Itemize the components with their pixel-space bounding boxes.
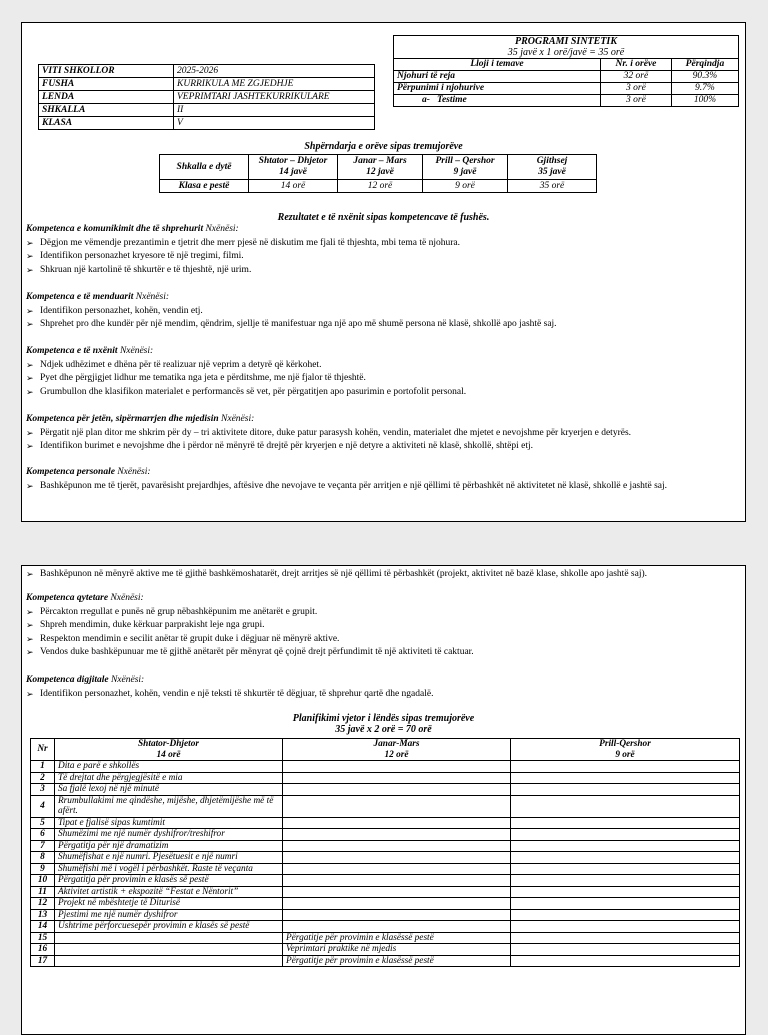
table-row [31, 829, 740, 841]
list-item: ➢ Dëgjon me vëmendje prezantimin e tjetrit dhe merr pjesë në diskutim me fjali të thjeshta, mbi tema të njohura. [26, 237, 737, 251]
plan-cell-term3 [511, 898, 740, 910]
table-row [31, 840, 740, 852]
list-item: ➢ Bashkëpunon në mënyrë aktive me të gjithë bashkëmoshatarët, drejt arritjes së një qëllimi të përbashkët (projekt, aktivitet në bazë klase, shkolle apo jashtë saj). [26, 568, 737, 582]
plan-row-number: 12 [31, 898, 55, 910]
table-row [31, 795, 740, 817]
table-row [31, 944, 740, 956]
info-label: SHKALLA [39, 104, 174, 117]
plan-row-number: 1 [31, 761, 55, 773]
info-value: 2025-2026 [174, 65, 375, 78]
program-subtitle: 35 javë x 1 orë/javë = 35 orë [507, 47, 625, 58]
competence-subject: Nxënësi: [117, 467, 151, 477]
list-item: ➢ Identifikon personazhet kryesore të një tregimi, filmi. [26, 250, 737, 264]
table-row [31, 886, 740, 898]
competence-block [26, 674, 737, 701]
competence-subject: Nxënësi: [119, 346, 154, 356]
table-row [31, 932, 740, 944]
plan-cell-term2 [283, 852, 511, 864]
competence-subject: Nxënësi: [221, 414, 255, 424]
program-row-percent: 100% [671, 95, 738, 107]
plan-cell-term3 [511, 921, 740, 933]
plan-cell-term1: Tipat e fjalisë sipas kumtimit [55, 817, 283, 829]
competence-heading [26, 592, 737, 606]
program-row [394, 71, 738, 83]
plan-cell-term1: Pjestimi me një numër dyshifror [55, 909, 283, 921]
plan-cell-term2 [283, 886, 511, 898]
info-row [39, 91, 375, 104]
info-row [39, 78, 375, 91]
distribution-cell: 14 orë [249, 180, 338, 193]
list-item: ➢ Shkruan një kartolinë të shkurtër e të thjeshtë, një urim. [26, 264, 737, 278]
plan-cell-term3 [511, 944, 740, 956]
plan-cell-term2 [283, 784, 511, 796]
plan-header-term: Shtator-Dhjetor 14 orë [55, 739, 283, 761]
plan-cell-term3 [511, 784, 740, 796]
table-row [31, 852, 740, 864]
plan-cell-term1: Rrumbullakimi me qindëshe, mijëshe, dhjetëmijëshe më të afërt. [55, 795, 283, 817]
plan-cell-term2 [283, 795, 511, 817]
list-item: ➢ Respekton mendimin e secilit anëtar të grupit duke i dëgjuar në mënyrë aktive. [26, 633, 737, 647]
results-title: Rezultatet e të nxënit sipas kompetencave të fushës. [277, 212, 490, 223]
plan-row-number: 7 [31, 840, 55, 852]
plan-cell-term3 [511, 840, 740, 852]
distribution-cell: 12 orë [338, 180, 423, 193]
plan-cell-term2 [283, 772, 511, 784]
plan-cell-term1: Përgatitja për një dramatizim [55, 840, 283, 852]
list-item: ➢ Grumbullon dhe klasifikon materialet e performancës së vet, për përgatitjen apo pasurimin e portofolit personal. [26, 386, 737, 400]
info-row [39, 104, 375, 117]
list-item: ➢ Ndjek udhëzimet e dhëna për të realizuar një veprim a detyrë që kërkohet. [26, 359, 737, 373]
plan-row-number: 2 [31, 772, 55, 784]
plan-cell-term2: Përgatitje për provimin e klasëssë pestë [283, 932, 511, 944]
plan-cell-term3 [511, 761, 740, 773]
plan-cell-term3 [511, 795, 740, 817]
competence-subject: Nxënësi: [110, 675, 145, 685]
plan-cell-term1: Sa fjalë lexoj në një minutë [55, 784, 283, 796]
plan-row-number: 6 [31, 829, 55, 841]
program-synthetic-box [393, 35, 739, 107]
plan-cell-term1 [55, 944, 283, 956]
table-row [31, 898, 740, 910]
plan-cell-term1: Shumëfishi më i vogël i përbashkët. Raste të veçanta [55, 863, 283, 875]
plan-row-number: 13 [31, 909, 55, 921]
plan-row-number: 4 [31, 795, 55, 817]
competence-block [26, 592, 737, 660]
competence-heading [26, 223, 737, 237]
info-row [39, 117, 375, 130]
competence-block [26, 291, 737, 332]
info-value: V [174, 117, 375, 130]
table-row [31, 761, 740, 773]
competence-list [26, 237, 737, 278]
program-row-hours: 3 orë [601, 95, 672, 107]
plan-cell-term1 [55, 955, 283, 967]
plan-cell-term2: Veprimtari praktike në mjedis [283, 944, 511, 956]
plan-cell-term3 [511, 932, 740, 944]
info-row [39, 65, 375, 78]
competence-list [26, 359, 737, 400]
competence-title: Kompetenca e të menduarit [26, 292, 134, 302]
competence-title: Kompetenca për jetën, sipërmarrjen dhe mjedisin [26, 414, 219, 424]
plan-cell-term2 [283, 875, 511, 887]
competence-block [26, 413, 737, 454]
competence-title: Kompetenca e komunikimit dhe të shprehurit [26, 224, 204, 234]
program-header-hours: Nr. i orëve [601, 59, 672, 71]
competence-subject: Nxënësi: [110, 593, 144, 603]
program-table [394, 58, 738, 106]
info-value: II [174, 104, 375, 117]
annual-plan-table [30, 738, 740, 967]
list-item: ➢ Identifikon burimet e nevojshme dhe i përdor në mënyrë të drejtë për kryerjen e një detyre a aktiviteti në klasë, shkollë, shtëpi etj. [26, 440, 737, 454]
plan-row-number: 5 [31, 817, 55, 829]
plan-cell-term1: Përgatitja për provimin e klasës së pestë [55, 875, 283, 887]
plan-row-number: 14 [31, 921, 55, 933]
plan-cell-term1: Ushtrime përforcuesepër provimin e klasës së pestë [55, 921, 283, 933]
distribution-row-label: Klasa e pestë [160, 180, 249, 193]
plan-cell-term3 [511, 772, 740, 784]
table-row [31, 909, 740, 921]
program-header-percent: Përqindja [671, 59, 738, 71]
plan-header-term: Prill-Qershor 9 orë [511, 739, 740, 761]
list-item: ➢ Vendos duke bashkëpunuar me të gjithë anëtarët për mënyrat që çojnë drejt përfundimit të një aktiviteti të caktuar. [26, 646, 737, 660]
plan-cell-term3 [511, 909, 740, 921]
plan-cell-term3 [511, 817, 740, 829]
plan-cell-term1: Projekt në mbështetje të Diturisë [55, 898, 283, 910]
plan-row-number: 15 [31, 932, 55, 944]
plan-cell-term2 [283, 863, 511, 875]
program-row [394, 95, 738, 107]
program-row-percent: 9.7% [671, 83, 738, 95]
competence-list [26, 606, 737, 660]
plan-cell-term2 [283, 829, 511, 841]
plan-table-body [31, 761, 740, 967]
plan-cell-term3 [511, 886, 740, 898]
distribution-col-header: Shtator – Dhjetor 14 javë [249, 155, 338, 180]
plan-row-number: 3 [31, 784, 55, 796]
table-row [31, 921, 740, 933]
program-title: PROGRAMI SINTETIK [515, 36, 617, 47]
list-item: ➢ Shprehet pro dhe kundër për një mendim, qëndrim, sjellje të manifestuar nga një apo më shumë persona në klasë, shkollë apo jashtë saj. [26, 318, 737, 332]
program-header-topic: Lloji i temave [394, 59, 601, 71]
distribution-col-header: Gjithsej 35 javë [508, 155, 597, 180]
competence-heading [26, 674, 737, 688]
plan-cell-term2 [283, 761, 511, 773]
list-item: ➢ Përgatit një plan ditor me shkrim për dy – tri aktivitete ditore, duke patur parasysh kohën, vendin, materialet dhe mjetet e nevojshme për kryerjen e detyrës. [26, 427, 737, 441]
info-label: VITI SHKOLLOR [39, 65, 174, 78]
plan-cell-term2 [283, 840, 511, 852]
plan-cell-term2 [283, 909, 511, 921]
plan-cell-term2 [283, 817, 511, 829]
plan-cell-term3 [511, 955, 740, 967]
table-row [31, 772, 740, 784]
document-page-1 [21, 22, 746, 522]
plan-cell-term1: Të drejtat dhe përgjegjësitë e mia [55, 772, 283, 784]
table-row [31, 863, 740, 875]
competence-list [26, 427, 737, 454]
list-item: ➢ Bashkëpunon me të tjerët, pavarësisht prejardhjes, aftësive dhe nevojave te veçanta për arritjen e një qëllimi të përbashkët në aktivitetet në klasë, shkollë e jashtë saj. [26, 480, 737, 494]
table-row [31, 817, 740, 829]
plan-cell-term1 [55, 932, 283, 944]
distribution-col-header: Prill – Qershor 9 javë [423, 155, 508, 180]
competence-heading [26, 291, 737, 305]
competence-block [26, 223, 737, 277]
info-label: FUSHA [39, 78, 174, 91]
program-header-row [394, 59, 738, 71]
program-row-topic: Përpunimi i njohurive [394, 83, 601, 95]
plan-cell-term1: Shumëfishat e një numri. Pjesëtuesit e një numri [55, 852, 283, 864]
plan-header-row [31, 739, 740, 761]
competence-title: Kompetenca personale [26, 467, 115, 477]
info-label: KLASA [39, 117, 174, 130]
plan-row-number: 9 [31, 863, 55, 875]
plan-title-text: Planifikimi vjetor i lëndës sipas tremujorëve [292, 713, 475, 724]
distribution-header-row [160, 155, 597, 180]
competence-title: Kompetenca e të nxënit [26, 346, 118, 356]
plan-cell-term2 [283, 898, 511, 910]
plan-cell-term3 [511, 829, 740, 841]
list-item: ➢ Përcakton rregullat e punës në grup nëbashkëpunim me anëtarët e grupit. [26, 606, 737, 620]
plan-cell-term3 [511, 875, 740, 887]
plan-header-term: Janar-Mars 12 orë [283, 739, 511, 761]
competence-heading [26, 413, 737, 427]
competence-block [26, 345, 737, 399]
plan-title [22, 713, 745, 735]
distribution-title: Shpërndarja e orëve sipas tremujorëve [304, 141, 463, 152]
info-table [38, 64, 375, 130]
competence-subject: Nxënësi: [135, 292, 170, 302]
plan-row-number: 10 [31, 875, 55, 887]
list-item: ➢ Identifikon personazhet, kohën, vendin e një teksti të shkurtër të dëgjuar, të shprehur qartë dhe ngadalë. [26, 688, 737, 702]
plan-cell-term1: Shumëzimi me një numër dyshifror/treshifror [55, 829, 283, 841]
competence-subject: Nxënësi: [205, 224, 239, 234]
program-row-topic: Njohuri të reja [394, 71, 601, 83]
competence-list [26, 688, 737, 702]
plan-row-number: 8 [31, 852, 55, 864]
competence-block [26, 466, 737, 493]
plan-cell-term1: Aktivitet artistik + ekspozitë “Festat e Nëntorit” [55, 886, 283, 898]
distribution-row [160, 180, 597, 193]
table-row [31, 784, 740, 796]
plan-row-number: 17 [31, 955, 55, 967]
info-value: VEPRIMTARI JASHTEKURRIKULARE [174, 91, 375, 104]
info-label: LENDA [39, 91, 174, 104]
program-row-topic: a- Testime [394, 95, 601, 107]
table-row [31, 875, 740, 887]
competence-heading [26, 345, 737, 359]
program-row-hours: 3 orë [601, 83, 672, 95]
competence-continuation [26, 568, 737, 582]
competence-title: Kompetenca digjitale [26, 675, 109, 685]
distribution-col-header: Janar – Mars 12 javë [338, 155, 423, 180]
plan-row-number: 11 [31, 886, 55, 898]
competence-title: Kompetenca qytetare [26, 593, 109, 603]
distribution-table [159, 154, 597, 193]
list-item: ➢ Identifikon personazhet, kohën, vendin etj. [26, 305, 737, 319]
list-item: ➢ Shpreh mendimin, duke kërkuar parprakisht leje nga grupi. [26, 619, 737, 633]
distribution-cell: 35 orë [508, 180, 597, 193]
plan-cell-term2 [283, 921, 511, 933]
competence-heading [26, 466, 737, 480]
distribution-cell: 9 orë [423, 180, 508, 193]
plan-row-number: 16 [31, 944, 55, 956]
plan-cell-term2: Përgatitje për provimin e klasëssë pestë [283, 955, 511, 967]
competence-list [26, 480, 737, 494]
program-row-hours: 32 orë [601, 71, 672, 83]
table-row [31, 955, 740, 967]
info-value: KURRIKULA ME ZGJEDHJE [174, 78, 375, 91]
plan-subtitle: 35 javë x 2 orë = 70 orë [335, 724, 432, 735]
plan-header-nr: Nr [31, 739, 55, 761]
list-item: ➢ Pyet dhe përgjigjet lidhur me tematika nga jeta e përditshme, me një fjalor të thjeshtë. [26, 372, 737, 386]
plan-cell-term3 [511, 852, 740, 864]
distribution-row-label: Shkalla e dytë [160, 155, 249, 180]
plan-cell-term3 [511, 863, 740, 875]
document-page-2 [21, 565, 746, 1035]
plan-cell-term1: Dita e parë e shkollës [55, 761, 283, 773]
program-row-percent: 90.3% [671, 71, 738, 83]
program-row [394, 83, 738, 95]
competence-list [26, 305, 737, 332]
